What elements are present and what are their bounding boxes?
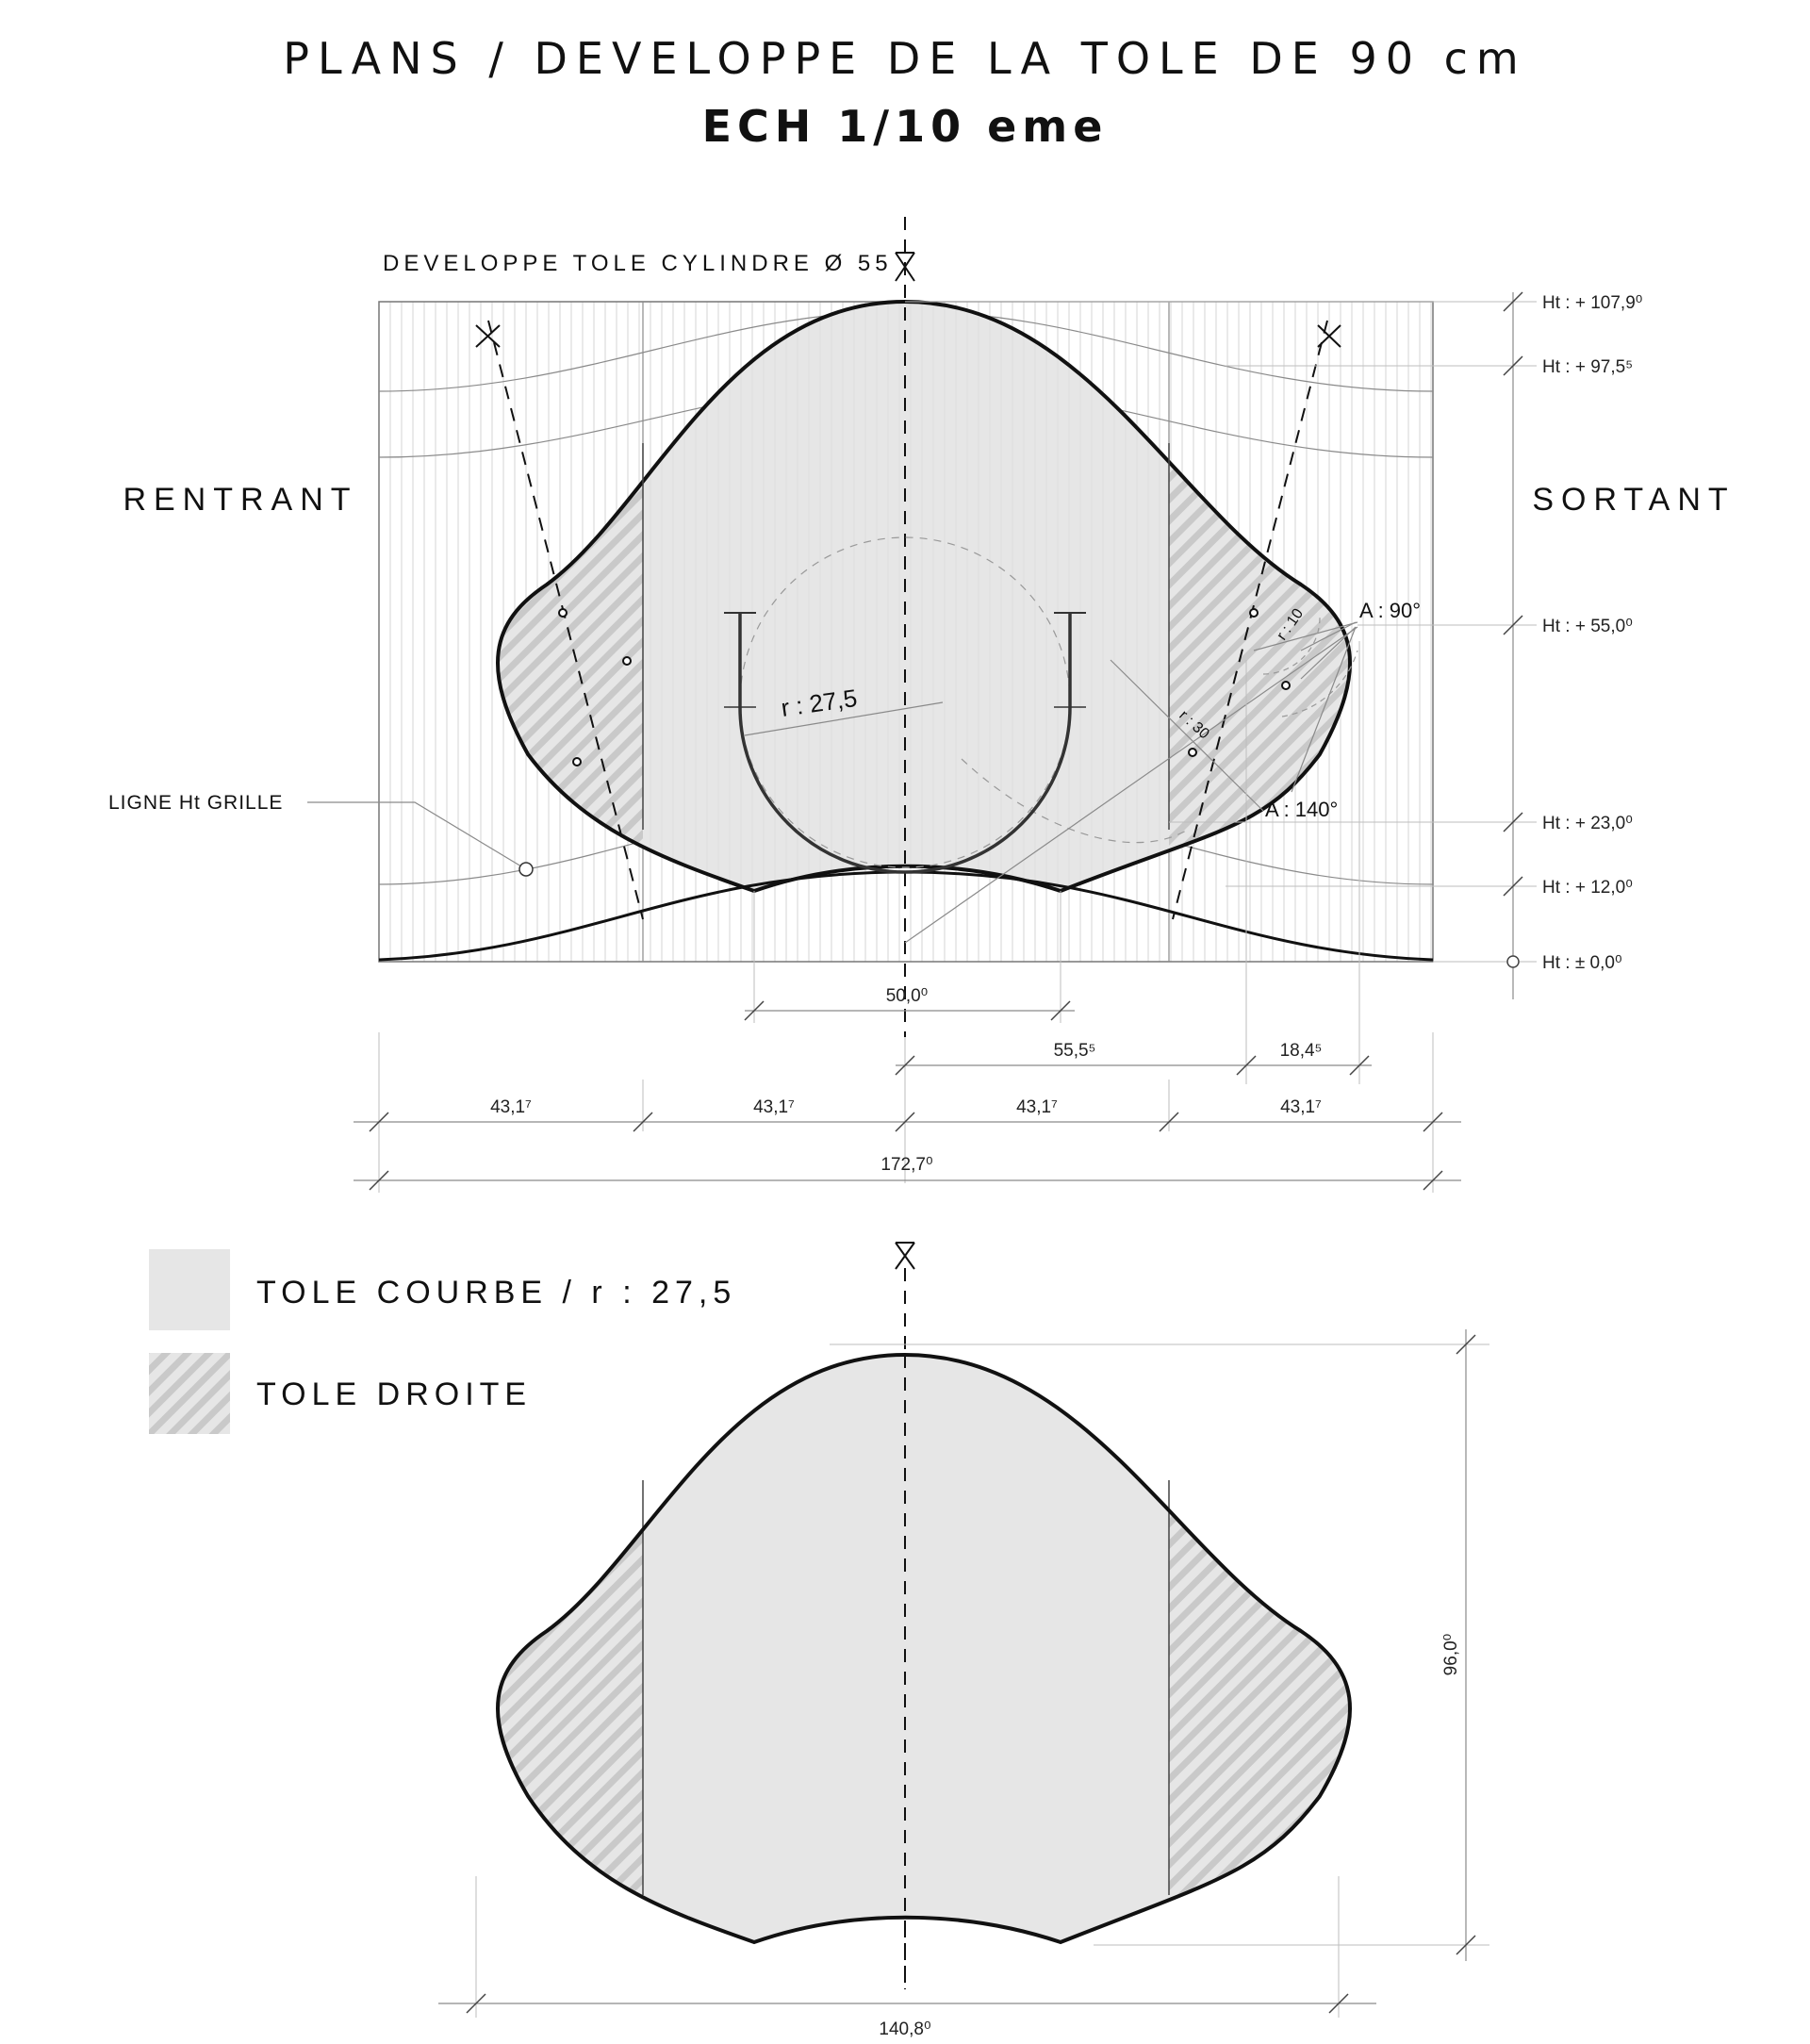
height-label: Ht : + 107,9⁰ (1542, 293, 1643, 313)
straight-zone-right-bottom (1169, 1339, 1435, 1961)
radius-small-label: r : 10 (1274, 605, 1308, 644)
legend-swatch-straight (149, 1353, 230, 1434)
dim-height-bottom: 96,0⁰ (1441, 1633, 1461, 1676)
angle-90-label: A : 90° (1359, 599, 1422, 622)
height-label: Ht : + 55,0⁰ (1542, 617, 1633, 636)
dim-segment: 43,1⁷ (753, 1097, 795, 1117)
height-label: Ht : + 12,0⁰ (1542, 878, 1633, 898)
height-label: Ht : ± 0,0⁰ (1542, 953, 1622, 973)
straight-zone-left-bottom (377, 1339, 643, 1961)
title-line-1: PLANS / DEVELOPPE DE LA TOLE DE 90 cm (283, 33, 1527, 84)
bottom-view (377, 1243, 1489, 2039)
dim-total: 172,7⁰ (880, 1155, 933, 1175)
axis-marker-top (896, 253, 914, 281)
title-line-2: ECH 1/10 eme (701, 101, 1109, 152)
legend-label-straight: TOLE DROITE (256, 1376, 533, 1412)
dim-right-offset: 18,4⁵ (1279, 1041, 1323, 1061)
grille-callout-label: LIGNE Ht GRILLE (108, 792, 284, 814)
dim-half-right: 55,5⁵ (1053, 1041, 1096, 1061)
dim-segment: 43,1⁷ (490, 1097, 532, 1117)
height-labels (1542, 293, 1642, 973)
legend-label-curved: TOLE COURBE / r : 27,5 (256, 1275, 737, 1310)
dim-width-bottom: 140,8⁰ (879, 2019, 931, 2039)
sortant-label: SORTANT (1532, 482, 1736, 518)
height-label: Ht : + 97,5⁵ (1542, 357, 1634, 377)
height-label: Ht : + 23,0⁰ (1542, 814, 1633, 833)
legend-swatch-curved (149, 1249, 230, 1330)
radius-main-label: r : 27,5 (779, 683, 859, 722)
radius-mid-label: r : 30 (1176, 707, 1212, 743)
dim-segment: 43,1⁷ (1016, 1097, 1058, 1117)
dim-bottom-arc: 50,0⁰ (885, 986, 929, 1006)
top-view (108, 217, 1736, 1193)
angle-140-label: A : 140° (1265, 798, 1339, 821)
legend (149, 1249, 736, 1434)
rentrant-label: RENTRANT (123, 482, 358, 518)
axis-marker-bottom (896, 1243, 914, 1269)
dim-segment: 43,1⁷ (1280, 1097, 1322, 1117)
top-view-heading: DEVELOPPE TOLE CYLINDRE Ø 55 (383, 251, 893, 276)
grille-callout-marker (519, 863, 533, 876)
